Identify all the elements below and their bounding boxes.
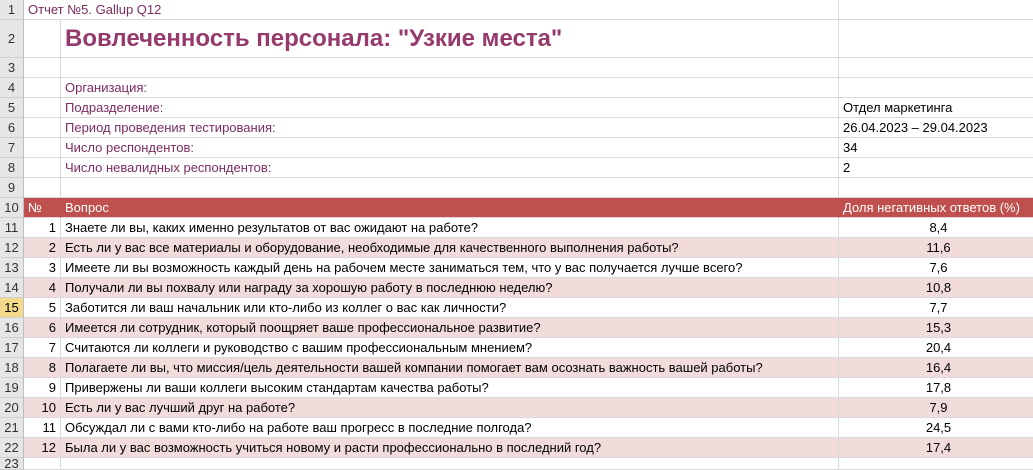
table-row	[0, 258, 1033, 278]
table-row	[0, 338, 1033, 358]
negative-share[interactable]: 11,6	[839, 238, 1033, 258]
question-text[interactable]: Полагаете ли вы, что миссия/цель деятельности вашей компании помогает вам осознать важность вашей работы?	[61, 358, 839, 378]
cell[interactable]	[839, 0, 1033, 20]
info-label[interactable]: Число невалидных респондентов:	[61, 158, 839, 178]
negative-share[interactable]: 16,4	[839, 358, 1033, 378]
info-label[interactable]: Число респондентов:	[61, 138, 839, 158]
table-row	[0, 278, 1033, 298]
info-value[interactable]: 2	[839, 158, 1033, 178]
info-label[interactable]: Период проведения тестирования:	[61, 118, 839, 138]
negative-share[interactable]: 17,4	[839, 438, 1033, 458]
question-number[interactable]: 2	[24, 238, 61, 258]
row-header[interactable]: 9	[0, 178, 24, 198]
cell[interactable]	[24, 98, 61, 118]
negative-share[interactable]: 24,5	[839, 418, 1033, 438]
row-header[interactable]: 11	[0, 218, 24, 238]
page-title[interactable]: Вовлеченность персонала: "Узкие места"	[61, 20, 839, 58]
row-header[interactable]: 10	[0, 198, 24, 218]
question-text[interactable]: Привержены ли ваши коллеги высоким стандартам качества работы?	[61, 378, 839, 398]
cell[interactable]	[24, 58, 61, 78]
info-row	[0, 98, 1033, 118]
negative-share[interactable]: 17,8	[839, 378, 1033, 398]
sheet-row	[0, 458, 1033, 470]
row-header[interactable]: 12	[0, 238, 24, 258]
cell[interactable]	[24, 20, 61, 58]
question-number[interactable]: 10	[24, 398, 61, 418]
question-text[interactable]: Имеется ли сотрудник, который поощряет ваше профессиональное развитие?	[61, 318, 839, 338]
cell[interactable]	[839, 178, 1033, 198]
question-text[interactable]: Получали ли вы похвалу или награду за хорошую работу в последнюю неделю?	[61, 278, 839, 298]
question-number[interactable]: 8	[24, 358, 61, 378]
column-header-num[interactable]: №	[24, 198, 61, 218]
info-label[interactable]: Подразделение:	[61, 98, 839, 118]
cell[interactable]	[839, 20, 1033, 58]
row-header[interactable]: 7	[0, 138, 24, 158]
sheet-row	[0, 20, 1033, 58]
row-header[interactable]: 21	[0, 418, 24, 438]
report-label[interactable]: Отчет №5. Gallup Q12	[24, 0, 839, 20]
row-header[interactable]: 16	[0, 318, 24, 338]
row-header[interactable]: 19	[0, 378, 24, 398]
question-text[interactable]: Имеете ли вы возможность каждый день на рабочем месте заниматься тем, что у вас получается лучше всего?	[61, 258, 839, 278]
negative-share[interactable]: 15,3	[839, 318, 1033, 338]
question-number[interactable]: 5	[24, 298, 61, 318]
row-header[interactable]: 18	[0, 358, 24, 378]
negative-share[interactable]: 20,4	[839, 338, 1033, 358]
table-header-row	[0, 198, 1033, 218]
column-header-share[interactable]: Доля негативных ответов (%)	[839, 198, 1033, 218]
row-header[interactable]: 3	[0, 58, 24, 78]
sheet-row	[0, 178, 1033, 198]
question-text[interactable]: Была ли у вас возможность учиться новому и расти профессионально в последний год?	[61, 438, 839, 458]
row-header[interactable]: 4	[0, 78, 24, 98]
question-text[interactable]: Заботится ли ваш начальник или кто-либо из коллег о вас как личности?	[61, 298, 839, 318]
row-header[interactable]: 14	[0, 278, 24, 298]
info-row	[0, 118, 1033, 138]
column-header-question[interactable]: Вопрос	[61, 198, 839, 218]
table-row	[0, 398, 1033, 418]
info-value[interactable]: Отдел маркетинга	[839, 98, 1033, 118]
negative-share[interactable]: 7,7	[839, 298, 1033, 318]
row-header[interactable]: 13	[0, 258, 24, 278]
table-row	[0, 418, 1033, 438]
info-value[interactable]: 34	[839, 138, 1033, 158]
negative-share[interactable]: 8,4	[839, 218, 1033, 238]
info-label[interactable]: Организация:	[61, 78, 839, 98]
question-number[interactable]: 4	[24, 278, 61, 298]
table-row	[0, 298, 1033, 318]
cell[interactable]	[24, 78, 61, 98]
table-row	[0, 218, 1033, 238]
cell[interactable]	[24, 458, 61, 470]
cell[interactable]	[839, 458, 1033, 470]
cell[interactable]	[61, 178, 839, 198]
question-text[interactable]: Считаются ли коллеги и руководство с вашим профессиональным мнением?	[61, 338, 839, 358]
question-text[interactable]: Есть ли у вас все материалы и оборудование, необходимые для качественного выполнения работы?	[61, 238, 839, 258]
negative-share[interactable]: 7,9	[839, 398, 1033, 418]
row-header-selected[interactable]: 15	[0, 298, 24, 318]
sheet-row	[0, 58, 1033, 78]
question-number[interactable]: 9	[24, 378, 61, 398]
info-row	[0, 158, 1033, 178]
question-number[interactable]: 1	[24, 218, 61, 238]
question-number[interactable]: 11	[24, 418, 61, 438]
question-number[interactable]: 6	[24, 318, 61, 338]
info-row	[0, 138, 1033, 158]
cell[interactable]	[839, 58, 1033, 78]
sheet-row	[0, 0, 1033, 20]
info-value[interactable]	[839, 78, 1033, 98]
row-header[interactable]: 8	[0, 158, 24, 178]
table-row	[0, 358, 1033, 378]
cell[interactable]	[61, 58, 839, 78]
row-header[interactable]: 2	[0, 20, 24, 58]
table-row	[0, 318, 1033, 338]
cell[interactable]	[24, 178, 61, 198]
question-text[interactable]: Знаете ли вы, каких именно результатов от вас ожидают на работе?	[61, 218, 839, 238]
row-header[interactable]: 23	[0, 458, 24, 470]
info-value[interactable]: 26.04.2023 – 29.04.2023	[839, 118, 1033, 138]
question-number[interactable]: 3	[24, 258, 61, 278]
row-header[interactable]: 6	[0, 118, 24, 138]
cell[interactable]	[24, 138, 61, 158]
row-header[interactable]: 17	[0, 338, 24, 358]
cell[interactable]	[24, 158, 61, 178]
question-number[interactable]: 12	[24, 438, 61, 458]
question-number[interactable]: 7	[24, 338, 61, 358]
info-row	[0, 78, 1033, 98]
row-header[interactable]: 5	[0, 98, 24, 118]
row-header[interactable]: 1	[0, 0, 24, 20]
table-row	[0, 438, 1033, 458]
cell[interactable]	[61, 458, 839, 470]
cell[interactable]	[24, 118, 61, 138]
question-text[interactable]: Обсуждал ли с вами кто-либо на работе ваш прогресс в последние полгода?	[61, 418, 839, 438]
table-row	[0, 238, 1033, 258]
question-text[interactable]: Есть ли у вас лучший друг на работе?	[61, 398, 839, 418]
negative-share[interactable]: 7,6	[839, 258, 1033, 278]
table-row	[0, 378, 1033, 398]
row-header[interactable]: 22	[0, 438, 24, 458]
negative-share[interactable]: 10,8	[839, 278, 1033, 298]
row-header[interactable]: 20	[0, 398, 24, 418]
